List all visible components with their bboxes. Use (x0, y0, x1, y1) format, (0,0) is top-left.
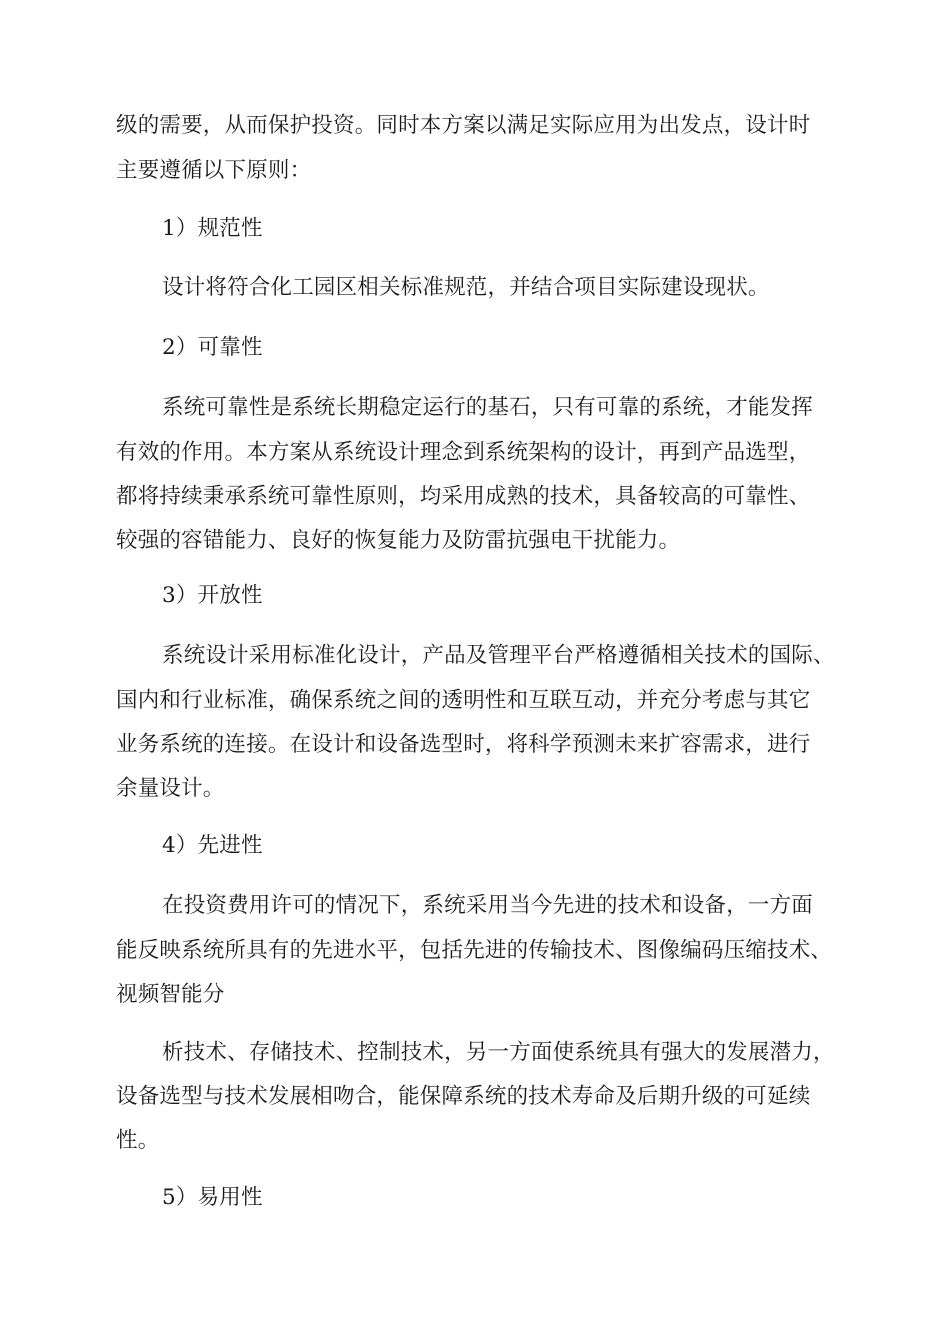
paragraph-line: 性。 (116, 1128, 160, 1153)
section-heading-advancement: 4）先进性 (162, 833, 263, 858)
paragraph-line: 国内和行业标准，确保系统之间的透明性和互联互动，并充分考虑与其它 (116, 688, 811, 713)
paragraph-line: 都将持续秉承系统可靠性原则，均采用成熟的技术，具备较高的可靠性、 (116, 484, 811, 509)
paragraph-line: 主要遵循以下原则： (116, 158, 312, 183)
paragraph-line: 设计将符合化工园区相关标准规范，并结合项目实际建设现状。 (162, 275, 770, 300)
paragraph-line: 能反映系统所具有的先进水平，包括先进的传输技术、图像编码压缩技术、 (116, 938, 833, 963)
paragraph-line: 级的需要，从而保护投资。同时本方案以满足实际应用为出发点，设计时 (116, 113, 811, 138)
section-heading-openness: 3）开放性 (162, 583, 263, 608)
paragraph-line: 有效的作用。本方案从系统设计理念到系统架构的设计，再到产品选型， (116, 440, 811, 465)
paragraph-line: 设备选型与技术发展相吻合，能保障系统的技术寿命及后期升级的可延续 (116, 1084, 811, 1109)
paragraph-line: 视频智能分 (116, 982, 225, 1007)
section-heading-usability: 5）易用性 (162, 1185, 263, 1210)
paragraph-line: 系统设计采用标准化设计，产品及管理平台严格遵循相关技术的国际、 (162, 643, 835, 668)
paragraph-line: 析技术、存储技术、控制技术，另一方面使系统具有强大的发展潜力， (162, 1040, 835, 1065)
paragraph-line: 系统可靠性是系统长期稳定运行的基石，只有可靠的系统，才能发挥 (162, 395, 814, 420)
paragraph-line: 在投资费用许可的情况下，系统采用当今先进的技术和设备，一方面 (162, 893, 814, 918)
paragraph-line: 较强的容错能力、良好的恢复能力及防雷抗强电干扰能力。 (116, 528, 681, 553)
paragraph-line: 余量设计。 (116, 776, 225, 801)
section-heading-reliability: 2）可靠性 (162, 335, 263, 360)
section-heading-normative: 1）规范性 (162, 216, 263, 241)
paragraph-line: 业务系统的连接。在设计和设备选型时，将科学预测未来扩容需求，进行 (116, 732, 811, 757)
